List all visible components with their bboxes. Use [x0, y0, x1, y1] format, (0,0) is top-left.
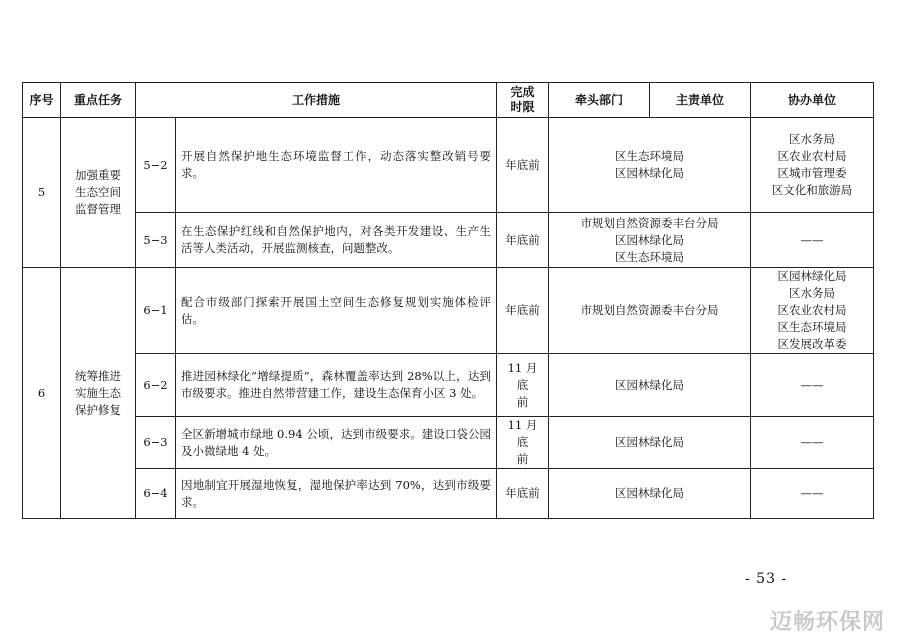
deadline-cell: 年底前 [497, 213, 549, 268]
lead-cell: 区园林绿化局 [549, 417, 751, 469]
measure-cell: 开展自然保护地生态环境监督工作，动态落实整改销号要求。 [176, 118, 497, 213]
task-cell: 统筹推进 实施生态 保护修复 [61, 268, 136, 519]
header-row [23, 83, 874, 118]
assist-cell: 区园林绿化局 区水务局 区农业农村局 区生态环境局 区发展改革委 [751, 268, 874, 354]
table-row [23, 268, 874, 354]
header-assist: 协办单位 [751, 83, 874, 118]
lead-cell: 区园林绿化局 [549, 469, 751, 519]
measure-cell: 推进园林绿化“增绿提质”，森林覆盖率达到 28%以上，达到市级要求。推进自然带营建工作，建设生态保育小区 3 处。 [176, 354, 497, 417]
table-row [23, 354, 874, 417]
lead-cell: 区生态环境局 区园林绿化局 [549, 118, 751, 213]
header-responsible: 主责单位 [650, 83, 751, 118]
header-lead: 牵头部门 [549, 83, 650, 118]
lead-cell: 市规划自然资源委丰台分局 区园林绿化局 区生态环境局 [549, 213, 751, 268]
header-deadline: 完成 时限 [497, 83, 549, 118]
header-measures: 工作措施 [136, 83, 497, 118]
watermark-logo: 迈畅环保网 [770, 610, 886, 635]
code-cell: 6−2 [136, 354, 176, 417]
header-task: 重点任务 [61, 83, 136, 118]
measure-cell: 在生态保护红线和自然保护地内，对各类开发建设、生产生活等人类活动，开展监测核查，问题整改。 [176, 213, 497, 268]
deadline-cell: 年底前 [497, 118, 549, 213]
table-row [23, 118, 874, 213]
measure-cell: 配合市级部门探索开展国土空间生态修复规划实施体检评估。 [176, 268, 497, 354]
table-row [23, 213, 874, 268]
seq-cell: 6 [23, 268, 61, 519]
deadline-cell: 11 月底 前 [497, 354, 549, 417]
deadline-cell: 年底前 [497, 469, 549, 519]
header-seq: 序号 [23, 83, 61, 118]
code-cell: 5−3 [136, 213, 176, 268]
assist-cell: —— [751, 469, 874, 519]
code-cell: 6−3 [136, 417, 176, 469]
code-cell: 6−4 [136, 469, 176, 519]
assist-cell: —— [751, 417, 874, 469]
deadline-cell: 年底前 [497, 268, 549, 354]
deadline-cell: 11 月底 前 [497, 417, 549, 469]
assist-cell: —— [751, 354, 874, 417]
code-cell: 6−1 [136, 268, 176, 354]
measure-cell: 全区新增城市绿地 0.94 公顷，达到市级要求。建设口袋公园及小微绿地 4 处。 [176, 417, 497, 469]
assist-cell: —— [751, 213, 874, 268]
lead-cell: 市规划自然资源委丰台分局 [549, 268, 751, 354]
measure-cell: 因地制宜开展湿地恢复，湿地保护率达到 70%，达到市级要求。 [176, 469, 497, 519]
task-table [22, 82, 874, 519]
assist-cell: 区水务局 区农业农村局 区城市管理委 区文化和旅游局 [751, 118, 874, 213]
page-number: - 53 - [745, 571, 788, 587]
lead-cell: 区园林绿化局 [549, 354, 751, 417]
task-cell: 加强重要 生态空间 监督管理 [61, 118, 136, 268]
table-row [23, 417, 874, 469]
code-cell: 5−2 [136, 118, 176, 213]
seq-cell: 5 [23, 118, 61, 268]
table-row [23, 469, 874, 519]
